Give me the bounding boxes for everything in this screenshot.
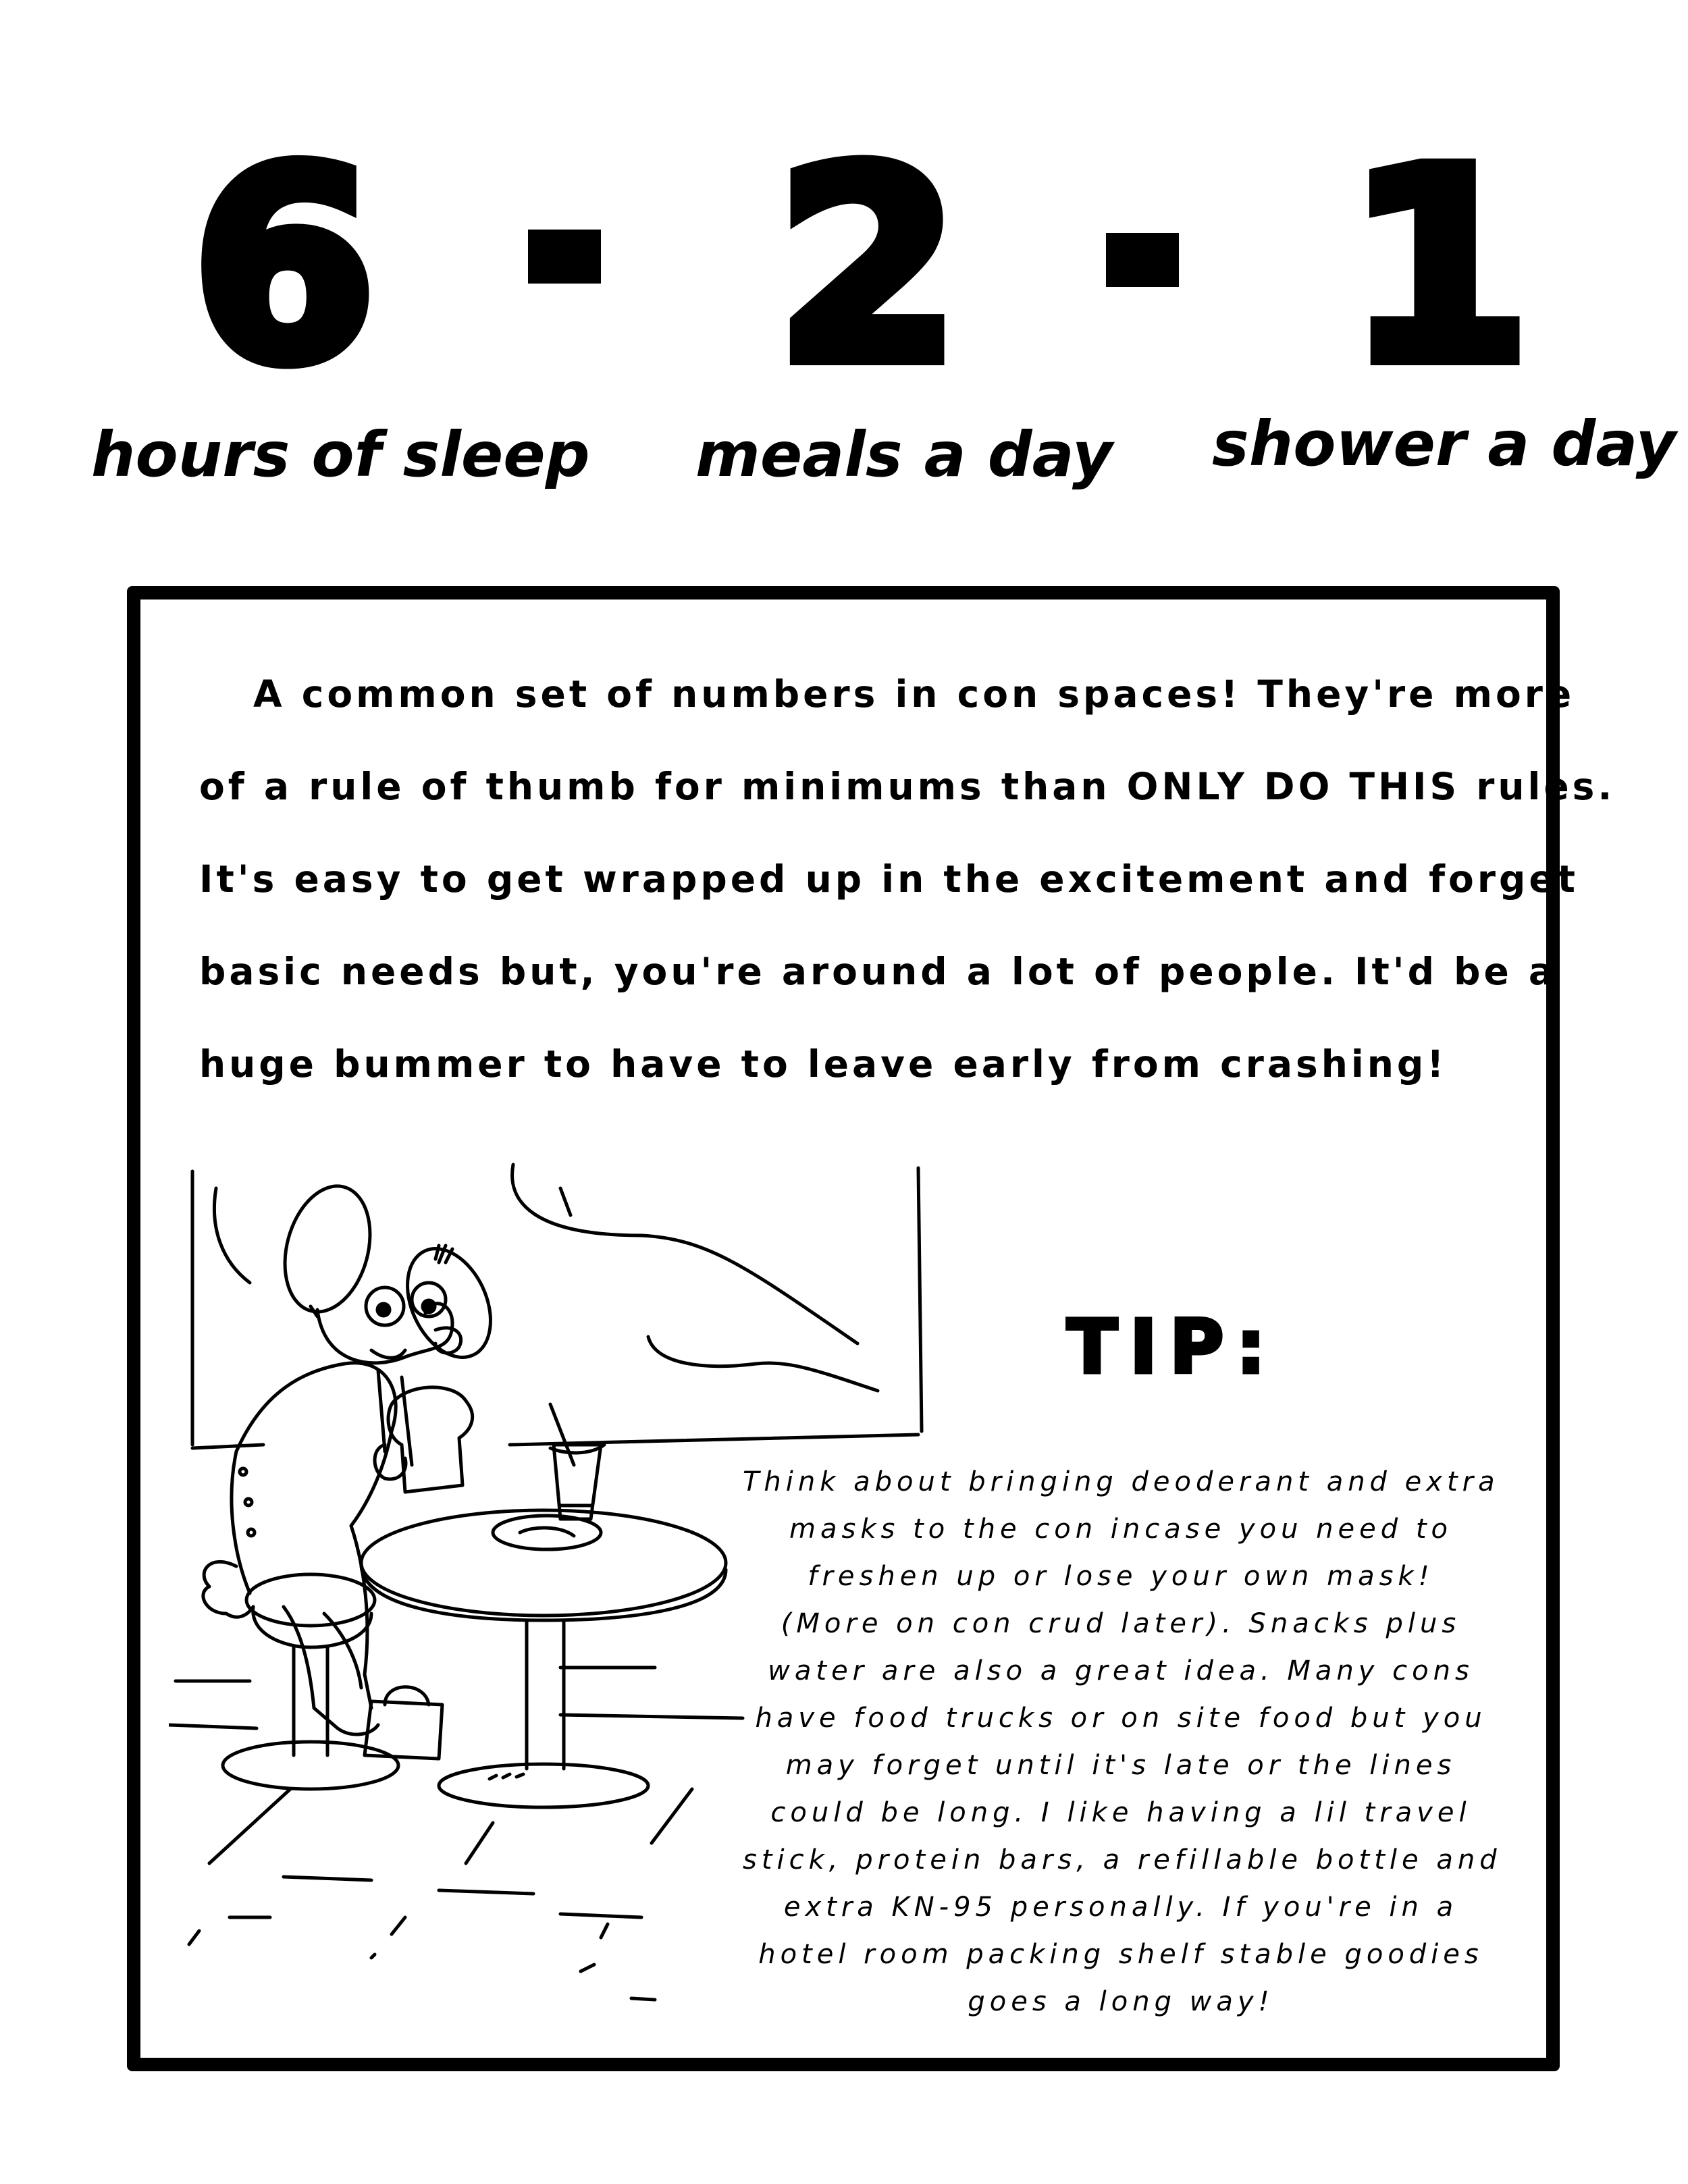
- intro-line: huge bummer to have to leave early from crashing!: [199, 1042, 1448, 1086]
- intro-line: basic needs but, you're around a lot of people. It'd be a: [199, 950, 1558, 993]
- tip-line: (More on con crud later). Snacks plus: [781, 1608, 1461, 1639]
- dash-separator-2: [1106, 233, 1179, 287]
- tip-line: have food trucks or on site food but you: [755, 1703, 1487, 1734]
- intro-line: of a rule of thumb for minimums than ONLY DO THIS rules.: [199, 765, 1616, 808]
- caption-shower-a-day: shower a day: [1212, 408, 1677, 480]
- tip-line: masks to the con incase you need to: [789, 1514, 1452, 1545]
- caption-hours-of-sleep: hours of sleep: [91, 419, 590, 491]
- tip-line: water are also a great idea. Many cons: [768, 1655, 1474, 1686]
- tip-line: could be long. I like having a lil travel: [770, 1797, 1471, 1828]
- number-hours-of-sleep: 6: [192, 113, 369, 420]
- tip-line: goes a long way!: [968, 1986, 1274, 2017]
- intro-line: A common set of numbers in con spaces! They're more: [253, 672, 1575, 716]
- tip-line: Think about bringing deoderant and extra: [743, 1466, 1500, 1497]
- tip-body: [743, 1458, 1502, 2025]
- tip-line: may forget until it's late or the lines: [785, 1750, 1456, 1781]
- tip-line: freshen up or lose your own mask!: [808, 1561, 1434, 1592]
- caption-meals-a-day: meals a day: [695, 419, 1113, 491]
- dash-separator-1: [528, 230, 601, 284]
- tip-line: hotel room packing shelf stable goodies: [758, 1939, 1483, 1970]
- intro-line: It's easy to get wrapped up in the excitement and forget: [199, 857, 1579, 901]
- tip-line: stick, protein bars, a refillable bottle and: [743, 1844, 1502, 1875]
- number-meals-a-day: 2: [776, 113, 953, 420]
- tip-heading: TIP:: [1067, 1304, 1278, 1390]
- intro-paragraph: [199, 648, 1616, 1111]
- tip-line: extra KN-95 personally. If you're in a: [783, 1892, 1458, 1923]
- number-shower-a-day: 1: [1347, 113, 1524, 420]
